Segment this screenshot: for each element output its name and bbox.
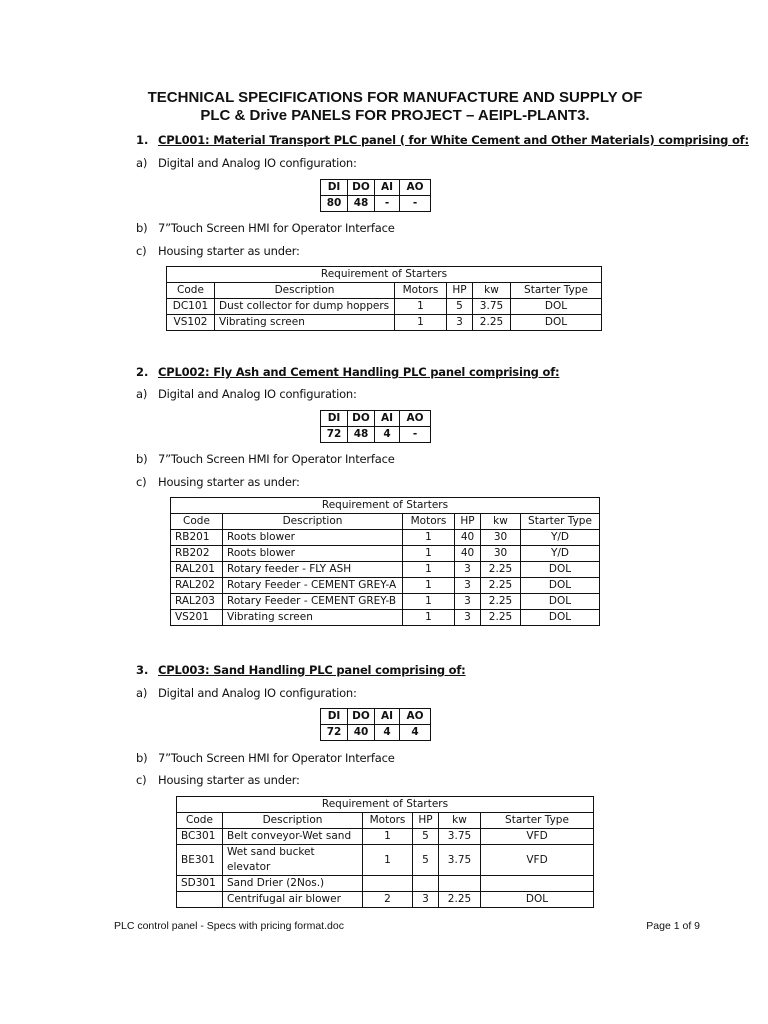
col-header-starter-type: Starter Type — [521, 514, 600, 530]
table-row: SD301 Sand Drier (2Nos.) — [177, 876, 594, 892]
col-header-motors: Motors — [403, 514, 455, 530]
io-header-ao: AO — [400, 709, 431, 725]
col-header-motors: Motors — [363, 813, 413, 829]
io-header-ai: AI — [375, 411, 400, 427]
io-header-di: DI — [321, 709, 348, 725]
io-value-di: 72 — [321, 427, 348, 443]
title-line-1: TECHNICAL SPECIFICATIONS FOR MANUFACTURE AND SUPPLY OF — [147, 89, 643, 106]
io-value-ai: 4 — [375, 427, 400, 443]
col-header-hp: HP — [413, 813, 439, 829]
col-header-kw: kw — [473, 283, 511, 299]
section-1-starters-table — [166, 266, 602, 331]
table-row: RAL203 Rotary Feeder - CEMENT GREY-B 1 3 2.25 DOL — [171, 594, 600, 610]
col-header-starter-type: Starter Type — [511, 283, 602, 299]
section-title: CPL001: Material Transport PLC panel ( for White Cement and Other Materials) comprising of: — [158, 133, 749, 147]
section-2-io-table — [320, 410, 431, 443]
col-header-description: Description — [215, 283, 395, 299]
section-title: CPL002: Fly Ash and Cement Handling PLC panel comprising of: — [158, 365, 560, 379]
table-caption: Requirement of Starters — [177, 797, 594, 813]
col-header-kw: kw — [481, 514, 521, 530]
section-title: CPL003: Sand Handling PLC panel comprising of: — [158, 663, 466, 677]
table-row: VS201 Vibrating screen 1 3 2.25 DOL — [171, 610, 600, 626]
table-row: RAL202 Rotary Feeder - CEMENT GREY-A 1 3 2.25 DOL — [171, 578, 600, 594]
col-header-code: Code — [177, 813, 223, 829]
io-value-di: 72 — [321, 725, 348, 741]
col-header-motors: Motors — [395, 283, 447, 299]
section-2-starters-table — [170, 497, 600, 626]
col-header-code: Code — [171, 514, 223, 530]
io-header-ao: AO — [400, 411, 431, 427]
io-header-di: DI — [321, 180, 348, 196]
io-header-ao: AO — [400, 180, 431, 196]
table-row: RB202 Roots blower 1 40 30 Y/D — [171, 546, 600, 562]
io-value-ao: - — [400, 427, 431, 443]
footer-filename: PLC control panel - Specs with pricing format.doc — [114, 920, 344, 932]
section-3-starters-table — [176, 796, 594, 908]
io-value-di: 80 — [321, 196, 348, 212]
table-row: RAL201 Rotary feeder - FLY ASH 1 3 2.25 DOL — [171, 562, 600, 578]
section-number: 2. — [136, 365, 149, 379]
io-header-ai: AI — [375, 709, 400, 725]
col-header-kw: kw — [439, 813, 481, 829]
section-3-item-c: c) Housing starter as under: — [136, 773, 300, 787]
table-caption: Requirement of Starters — [167, 267, 602, 283]
io-header-di: DI — [321, 411, 348, 427]
section-2-heading — [136, 365, 559, 379]
section-1-item-c: c) Housing starter as under: — [136, 244, 300, 258]
col-header-starter-type: Starter Type — [481, 813, 594, 829]
io-header-do: DO — [348, 411, 375, 427]
section-3-item-b: b) 7”Touch Screen HMI for Operator Interface — [136, 751, 395, 765]
io-value-do: 40 — [348, 725, 375, 741]
io-value-ai: - — [375, 196, 400, 212]
io-header-do: DO — [348, 709, 375, 725]
io-value-ai: 4 — [375, 725, 400, 741]
section-2-item-a: a) Digital and Analog IO configuration: — [136, 387, 357, 401]
col-header-code: Code — [167, 283, 215, 299]
table-row: Centrifugal air blower 2 3 2.25 DOL — [177, 892, 594, 908]
col-header-description: Description — [223, 514, 403, 530]
table-row: RB201 Roots blower 1 40 30 Y/D — [171, 530, 600, 546]
table-row: DC101 Dust collector for dump hoppers 1 5 3.75 DOL — [167, 299, 602, 315]
io-value-do: 48 — [348, 427, 375, 443]
section-number: 1. — [136, 133, 149, 147]
section-3-item-a: a) Digital and Analog IO configuration: — [136, 686, 357, 700]
section-1-io-table — [320, 179, 431, 212]
io-header-do: DO — [348, 180, 375, 196]
document-title — [0, 89, 768, 125]
section-3-io-table — [320, 708, 431, 741]
io-value-do: 48 — [348, 196, 375, 212]
io-value-ao: 4 — [400, 725, 431, 741]
footer-page-number: Page 1 of 9 — [646, 920, 700, 932]
section-3-heading — [136, 663, 466, 677]
col-header-hp: HP — [447, 283, 473, 299]
col-header-hp: HP — [455, 514, 481, 530]
table-row: VS102 Vibrating screen 1 3 2.25 DOL — [167, 315, 602, 331]
io-header-ai: AI — [375, 180, 400, 196]
table-caption: Requirement of Starters — [171, 498, 600, 514]
table-row: BE301 Wet sand bucket elevator 1 5 3.75 VFD — [177, 845, 594, 876]
io-value-ao: - — [400, 196, 431, 212]
section-1-heading — [136, 133, 749, 147]
section-2-item-c: c) Housing starter as under: — [136, 475, 300, 489]
section-2-item-b: b) 7”Touch Screen HMI for Operator Interface — [136, 452, 395, 466]
col-header-description: Description — [223, 813, 363, 829]
title-line-2: PLC & Drive PANELS FOR PROJECT – AEIPL-PLANT3. — [200, 107, 590, 124]
section-1-item-b: b) 7”Touch Screen HMI for Operator Interface — [136, 221, 395, 235]
section-1-item-a: a) Digital and Analog IO configuration: — [136, 156, 357, 170]
section-number: 3. — [136, 663, 149, 677]
table-row: BC301 Belt conveyor-Wet sand 1 5 3.75 VFD — [177, 829, 594, 845]
